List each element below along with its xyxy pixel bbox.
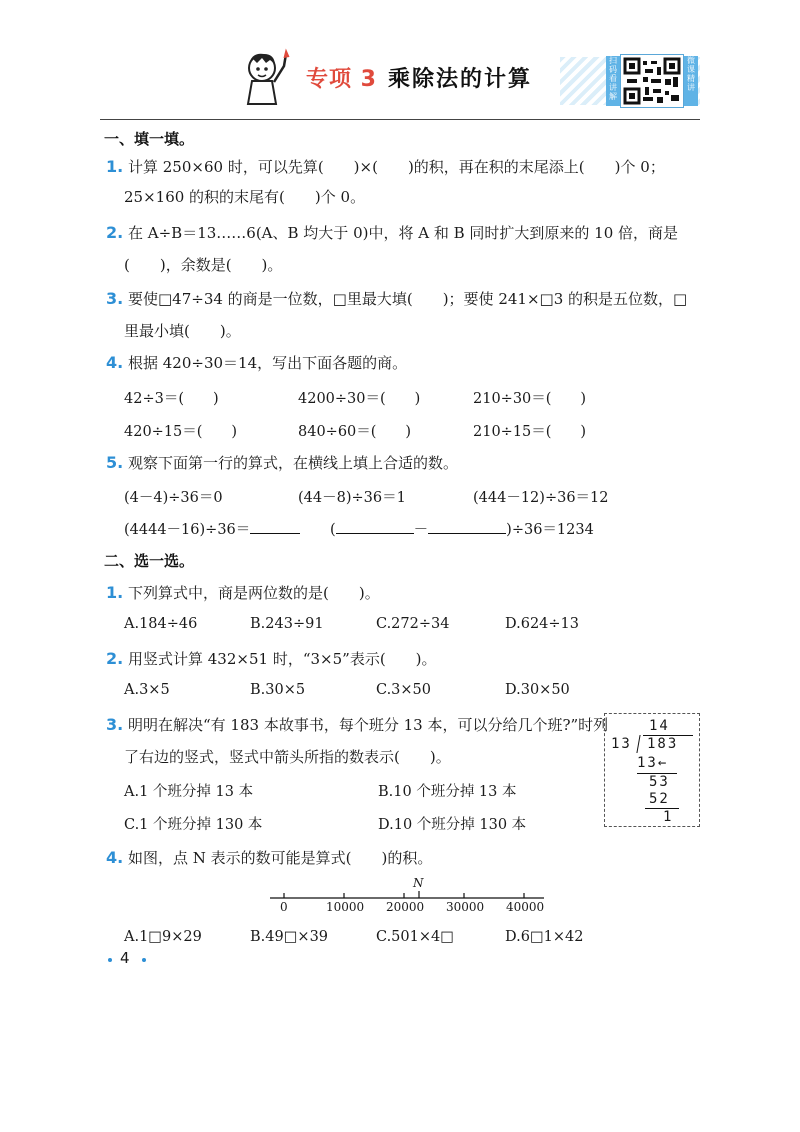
division-step-3: 52 — [649, 791, 670, 807]
option-b[interactable]: B.10 个班分掉 13 本 — [378, 784, 517, 800]
answer-blank[interactable] — [428, 519, 506, 534]
question-number: 4. — [106, 848, 124, 867]
question-text-line1: 明明在解决“有 183 本故事书，每个班分 13 本，可以分给几个班?”时列 — [128, 716, 609, 734]
question-number: 5. — [106, 453, 124, 472]
option-b[interactable]: B.243÷91 — [250, 616, 324, 632]
option-c[interactable]: C.1 个班分掉 130 本 — [124, 817, 263, 833]
question-text-line1: 计算 250×60 时，可以先算( )×( )的积，再在积的末尾添上( )个 0； — [128, 158, 665, 176]
qr-left-tag: 扫码看讲解 — [606, 56, 620, 106]
pattern-item: (44－8)÷36＝1 — [298, 490, 406, 506]
question-text: 用竖式计算 432×51 时，“3×5”表示( )。 — [128, 650, 437, 668]
option-a[interactable]: A.1 个班分掉 13 本 — [124, 784, 254, 800]
calc-item: 210÷30＝( ) — [473, 391, 587, 407]
option-c[interactable]: C.501×4□ — [376, 929, 454, 945]
question-text-line1: 在 A÷B＝13……6(A、B 均大于 0)中，将 A 和 B 同时扩大到原来的 10 倍，商是 — [128, 224, 679, 242]
option-a[interactable]: A.3×5 — [124, 682, 170, 698]
topic-label: 专项 3 — [306, 67, 377, 92]
qr-right-tag: 微课精讲 — [684, 56, 698, 106]
option-c[interactable]: C.272÷34 — [376, 616, 450, 632]
question-text-line1: 要使□47÷34 的商是一位数，□里最大填( )；要使 241×□3 的积是五位数，□ — [128, 290, 688, 308]
tick-label: 20000 — [386, 900, 425, 914]
division-line — [645, 808, 679, 809]
question-text: 下列算式中，商是两位数的是( )。 — [128, 584, 380, 602]
answer-blank[interactable] — [250, 519, 300, 534]
question-2-1 — [106, 582, 380, 604]
paren-close-result: )÷36＝1234 — [506, 522, 594, 538]
question-text: 观察下面第一行的算式，在横线上填上合适的数。 — [128, 454, 459, 472]
division-divisor: 13 — [611, 736, 632, 752]
qr-code-icon — [621, 55, 683, 107]
pattern-fill-a — [124, 518, 300, 539]
question-text: 根据 420÷30＝14，写出下面各题的商。 — [128, 354, 408, 372]
boy-mascot-illustration — [240, 46, 296, 108]
page-dot-left — [108, 958, 112, 962]
pattern-expression: (4444－16)÷36＝ — [124, 522, 251, 538]
division-step-1: 13← — [637, 755, 669, 771]
question-text: 如图，点 N 表示的数可能是算式( )的积。 — [128, 849, 433, 867]
question-text-line2: 了右边的竖式，竖式中箭头所指的数表示( )。 — [124, 748, 451, 766]
pattern-item: (444－12)÷36＝12 — [473, 490, 609, 506]
tick-label: 40000 — [506, 900, 545, 914]
section-heading-fill: 一、填一填。 — [104, 130, 195, 148]
calc-item: 420÷15＝( ) — [124, 424, 238, 440]
question-number: 1. — [106, 583, 124, 602]
question-1-4 — [106, 352, 407, 374]
page-dot-right — [142, 958, 146, 962]
division-dividend: 183 — [647, 736, 679, 752]
tick-label: 0 — [280, 900, 288, 914]
option-c[interactable]: C.3×50 — [376, 682, 432, 698]
option-d[interactable]: D.10 个班分掉 130 本 — [378, 817, 527, 833]
question-2-4 — [106, 847, 432, 869]
long-division-box — [604, 713, 700, 827]
answer-blank[interactable] — [336, 519, 414, 534]
question-number: 1. — [106, 157, 124, 176]
option-a[interactable]: A.184÷46 — [124, 616, 198, 632]
header-divider — [100, 119, 700, 120]
division-quotient: 14 — [649, 718, 670, 734]
qr-code[interactable] — [620, 54, 684, 108]
calc-item: 840÷60＝( ) — [298, 424, 412, 440]
division-step-2: 53 — [649, 774, 670, 790]
question-number: 3. — [106, 715, 124, 734]
question-number: 4. — [106, 353, 124, 372]
tick-label: 30000 — [446, 900, 485, 914]
paren-open: ( — [330, 522, 336, 538]
calc-item: 210÷15＝( ) — [473, 424, 587, 440]
question-text-line2: 25×160 的积的末尾有( )个 0。 — [124, 188, 366, 206]
option-d[interactable]: D.6□1×42 — [505, 929, 584, 945]
section-heading-choose: 二、选一选。 — [104, 552, 195, 570]
option-a[interactable]: A.1□9×29 — [124, 929, 202, 945]
point-n-label: N — [413, 876, 424, 890]
division-remainder: 1 — [663, 809, 674, 825]
minus-sign: － — [413, 522, 429, 538]
question-1-5 — [106, 452, 458, 474]
question-2-2 — [106, 648, 437, 670]
tick-label: 10000 — [326, 900, 365, 914]
question-1-1 — [106, 156, 665, 178]
question-text-line2: 里最小填( )。 — [124, 322, 241, 340]
calc-item: 4200÷30＝( ) — [298, 391, 421, 407]
page-number: 4 — [120, 949, 130, 967]
option-b[interactable]: B.49□×39 — [250, 929, 329, 945]
option-d[interactable]: D.624÷13 — [505, 616, 579, 632]
option-b[interactable]: B.30×5 — [250, 682, 306, 698]
question-1-3 — [106, 288, 687, 310]
question-1-2 — [106, 222, 678, 244]
question-2-3 — [106, 714, 608, 736]
pattern-fill-b — [330, 518, 594, 539]
page-title: 乘除法的计算 — [388, 67, 533, 92]
calc-item: 42÷3＝( ) — [124, 391, 219, 407]
option-d[interactable]: D.30×50 — [505, 682, 570, 698]
pattern-item: (4－4)÷36＝0 — [124, 490, 223, 506]
question-text-line2: ( )，余数是( )。 — [124, 256, 283, 274]
question-number: 2. — [106, 223, 124, 242]
division-bracket — [636, 735, 646, 753]
question-number: 2. — [106, 649, 124, 668]
question-number: 3. — [106, 289, 124, 308]
